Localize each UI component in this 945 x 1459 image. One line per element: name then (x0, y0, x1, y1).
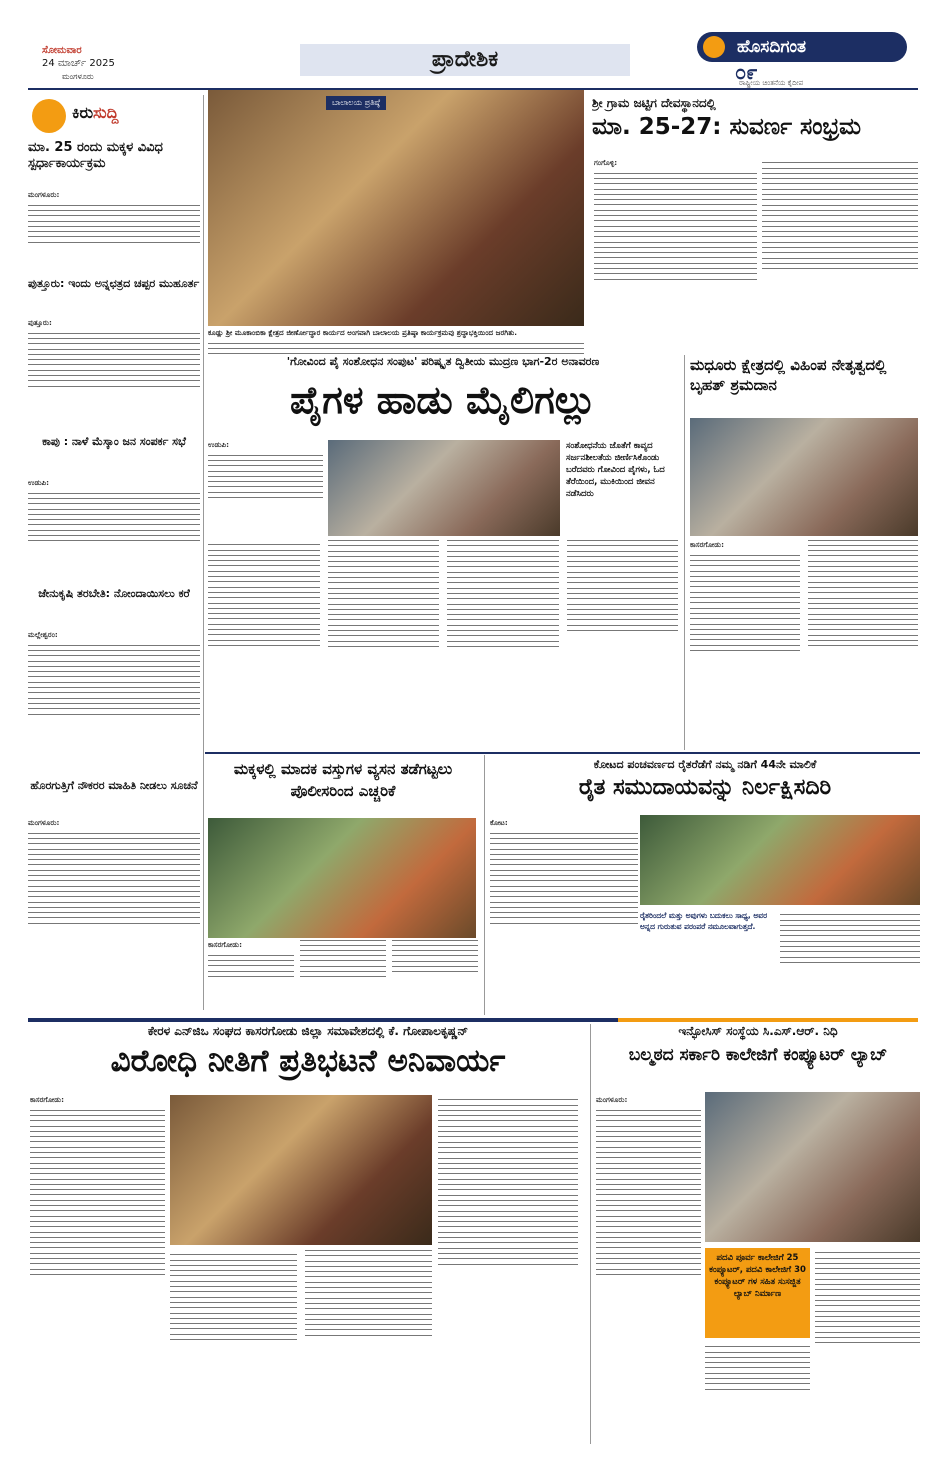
story-kicker: ಶ್ರೀ ಗ್ರಾಮ ಜಟ್ಟಿಗ ದೇವಸ್ಥಾನದಲ್ಲಿ (592, 96, 716, 110)
virodhi-header[interactable] (28, 1024, 588, 1092)
story-headline: ರೈತ ಸಮುದಾಯವನ್ನು ನಿರ್ಲಕ್ಷಿಸದಿರಿ (578, 775, 832, 800)
section-rule (205, 752, 920, 754)
police-photo[interactable] (208, 818, 476, 938)
brief-dateline: ಉಡುಪಿ: (28, 478, 50, 487)
story-dateline: ಕಾಸರಗೋಡು: (208, 940, 242, 949)
section-rule (28, 1018, 618, 1022)
brief-dateline: ಮಂಗಳೂರು: (28, 818, 60, 827)
temple-photo[interactable] (208, 90, 584, 326)
story-body-col (438, 1095, 578, 1440)
brief-2[interactable] (28, 276, 200, 318)
brief-4[interactable] (28, 586, 200, 630)
story-dateline: ಗಂಗೊಳ್ಳಿ: (594, 158, 618, 167)
brief-dateline: ಮಲ್ಲೇಶ್ವರಂ: (28, 630, 58, 639)
brief-headline: ಕಾಪು : ನಾಳೆ ಮೆಸ್ಕಾಂ ಜನ ಸಂಪರ್ಕ ಸಭೆ (42, 435, 186, 448)
story-dateline: ಉಡುಪಿ: (208, 440, 230, 449)
madhur-headline[interactable]: ಮಧೂರು ಕ್ಷೇತ್ರದಲ್ಲಿ ವಿಹಿಂಪ ನೇತೃತ್ವದಲ್ಲಿ ಬೃಹತ್ ಶ್ರಮದಾನ (690, 356, 887, 394)
raitha-pullquote: ರೈತರಿಂದಲೆ ಮತ್ತು ಅವುಗಳು ಬದುಕಲು ಸಾಧ್ಯ, ಅವರ ಅನ್ನದ ಗುರುತುವ ಪರಂಪರೆ ನಮೂಲವಾಗುತ್ತದೆ. (640, 911, 768, 931)
story-body-col (780, 910, 920, 1015)
story-body-col (705, 1342, 810, 1440)
brief-5[interactable] (28, 778, 200, 818)
story-dateline: ಕಾಸರಗೋಡು: (30, 1095, 64, 1104)
story-body-cols (208, 940, 478, 1010)
brief-body (28, 190, 200, 270)
brief-headline: ಮಾ. 25 ರಂದು ಮಕ್ಕಳ ವಿವಿಧ ಸ್ಪರ್ಧಾಕಾರ್ಯಕ್ರಮ (28, 140, 163, 171)
story-body-col (490, 818, 638, 1013)
story-body-cols (170, 1250, 432, 1440)
story-kicker: ಕೇರಳ ಎನ್‌ಜಿಒ ಸಂಘದ ಕಾಸರಗೋಡು ಜಿಲ್ಲಾ ಸಮಾವೇಶದಲ್ಲಿ ಕೆ. ಗೋಪಾಲಕೃಷ್ಣನ್ (147, 1024, 469, 1038)
brief-3[interactable] (28, 434, 200, 478)
brief-headline: ಜೇನುಕೃಷಿ ತರಬೇತಿ: ನೋಂದಾಯಿಸಲು ಕರೆ (38, 587, 190, 600)
farmers-photo[interactable] (640, 815, 920, 905)
story-kicker: ಇನ್ಫೋಸಿಸ್ ಸಂಸ್ಥೆಯ ಸಿ.ಎಸ್.ಆರ್. ನಿಧಿ (678, 1024, 838, 1038)
kiru-label: ಕಿರು (72, 103, 94, 122)
column-rule (590, 1024, 591, 1444)
brief-dateline: ಮಂಗಳೂರು: (28, 190, 60, 199)
column-rule (484, 755, 485, 1015)
police-headline[interactable]: ಮಕ್ಕಳಲ್ಲಿ ಮಾದಕ ವಸ್ತುಗಳ ವ್ಯಸನ ತಡೆಗಟ್ಟಲು ಪೊಲೀಸರಿಂದ ಎಚ್ಚರಿಕೆ (233, 760, 453, 800)
kirusuddi-badge (28, 97, 198, 137)
story-headline: ವಿರೋಧಿ ನೀತಿಗೆ ಪ್ರತಿಭಟನೆ ಅನಿವಾರ್ಯ (110, 1043, 506, 1079)
suddi-label: ಸುದ್ದಿ (93, 103, 119, 122)
brief-body (28, 478, 200, 578)
story-dateline: ಕಾಸರಗೋಡು: (690, 540, 724, 549)
story-headline: ಮಾ. 25-27: ಸುವರ್ಣ ಸಂಭ್ರಮ (592, 114, 862, 140)
brief-headline: ಪುತ್ತೂರು: ಇಂದು ಅನ್ನಛತ್ರದ ಚಪ್ಪರ ಮುಹೂರ್ತ (28, 277, 200, 290)
suvarna-header[interactable] (592, 96, 922, 156)
story-body-cols (690, 540, 918, 750)
section-rule (618, 1018, 918, 1022)
photo-badge: ಬಾಲಾಲಯ ಪ್ರತಿಷ್ಠೆ (326, 96, 386, 110)
felicitation-photo[interactable] (328, 440, 560, 536)
story-dateline: ಮಂಗಳೂರು: (596, 1095, 628, 1104)
story-body-cols (208, 540, 678, 755)
story-body-col (762, 158, 918, 383)
brand-name: ಹೊಸದಿಗಂತ (737, 37, 807, 57)
story-body-col (596, 1095, 701, 1440)
story-headline: ಪೈಗಳ ಹಾಡು ಮೈಲಿಗಲ್ಲು (290, 378, 596, 422)
raitha-header[interactable] (490, 758, 920, 813)
registration-marks (850, 1447, 890, 1453)
story-dateline: ಕೋಟ: (490, 818, 508, 827)
story-body-col (815, 1248, 920, 1440)
section-title: ಪ್ರಾದೇಶಿಕ (300, 44, 630, 76)
brief-dateline: ಪುತ್ತೂರು: (28, 318, 52, 327)
paige-header[interactable] (208, 355, 678, 440)
brief-body (28, 318, 200, 426)
city-label: ಮಂಗಳೂರು (62, 72, 94, 81)
brief-body (28, 630, 200, 770)
story-body-col (208, 440, 323, 540)
brief-headline: ಹೊರಗುತ್ತಿಗೆ ನೌಕರರ ಮಾಹಿತಿ ನೀಡಲು ಸೂಚನೆ (30, 779, 198, 792)
story-kicker: ಕೋಟದ ಪಂಚವರ್ಣದ ರೈತರೆಡೆಗೆ ನಮ್ಮ ನಡಿಗೆ 44ನೇ ಮಾಲಿಕೆ (593, 758, 817, 771)
infosys-header[interactable] (596, 1024, 920, 1090)
column-rule (684, 355, 685, 750)
hand-icon (32, 99, 66, 133)
story-body-col (594, 158, 757, 383)
page-number: ೦೯ (735, 60, 758, 84)
date-label: 24 ಮಾರ್ಚ್ 2025 (42, 58, 115, 69)
brief-1[interactable] (28, 140, 200, 190)
story-kicker: 'ಗೋವಿಂದ ಪೈ ಸಂಶೋಧನ ಸಂಪುಟ' ಪರಿಷ್ಕೃತ ದ್ವಿತೀಯ ಮುದ್ರಣ ಭಾಗ-2ರ ಅನಾವರಣ (286, 355, 600, 368)
column-rule (203, 95, 204, 1010)
ngo-meeting-photo[interactable] (170, 1095, 432, 1245)
lamp-icon (703, 36, 725, 58)
computer-lab-photo[interactable] (705, 1092, 920, 1242)
story-body-col (30, 1095, 165, 1440)
day-label: ಸೋಮವಾರ (42, 45, 82, 56)
infosys-pullquote: ಪದವಿ ಪೂರ್ವ ಕಾಲೇಜಿಗೆ 25 ಕಂಪ್ಯೂಟರ್, ಪದವಿ ಕಾಲೇಜಿಗೆ 30 ಕಂಪ್ಯೂಟರ್ ಗಳ ಸಹಿತ ಸುಸಜ್ಜಿತ ಲ್ಯಾಬ್ ನಿರ್ಮಾಣ (705, 1248, 810, 1338)
shramadana-photo[interactable] (690, 418, 918, 536)
caption-text: ಕೂಡ್ಲು ಶ್ರೀ ಮೂಕಾಂಬಿಕಾ ಕ್ಷೇತ್ರದ ಜೀರ್ಣೋದ್ಧಾರ ಕಾರ್ಯದ ಅಂಗವಾಗಿ ಬಾಲಾಲಯ ಪ್ರತಿಷ್ಠಾ ಕಾರ್ಯಕ್ರಮವು ಶ್ರದ್ಧಾಭಕ್ತಿಯಿಂದ ಜರಗಿತು. (208, 328, 518, 337)
brand-logo[interactable] (697, 32, 907, 62)
story-headline: ಬಲ್ಮಠದ ಸರ್ಕಾರಿ ಕಾಲೇಜಿಗೆ ಕಂಪ್ಯೂಟರ್ ಲ್ಯಾಬ್ (628, 1045, 888, 1065)
registration-marks (40, 1447, 80, 1453)
kirusuddi-column (28, 140, 200, 1015)
brand-tagline: ರಾಷ್ಟ್ರೀಯ ಚಿಂತನೆಯ ಕೈದೀಪ (739, 79, 804, 87)
brief-body (28, 818, 200, 1008)
masthead-left (42, 44, 115, 83)
paige-pullquote: ಸಂಶೋಧನೆಯ ಜೊತೆಗೆ ಕಾವ್ಯದ ಸರ್ಜನಶೀಲತೆಯ ಜೀರ್ಣಿಸಿಕೊಂಡು ಬರೆದವರು ಗೋವಿಂದ ಪೈಗಳು, ಓದ ತೆರೆಯಿಂದ, ಮುಕಿಯಿಂದ ಜೀವನ ನಡೆಸಿದರು (566, 441, 665, 499)
